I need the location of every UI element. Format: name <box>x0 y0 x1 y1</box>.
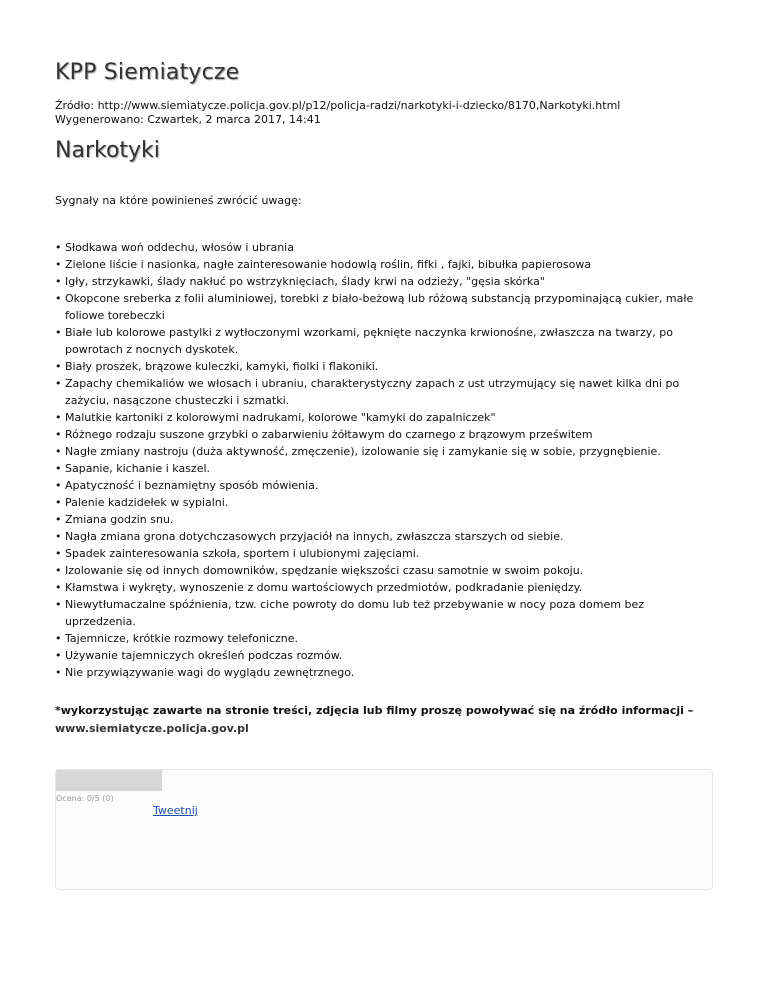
list-item: • Białe lub kolorowe pastylki z wytłoczonymi wzorkami, pęknięte naczynka krwionośne, zwłaszcza na twarzy, po powrotach z nocnych dyskotek. <box>55 324 715 358</box>
list-item: • Kłamstwa i wykręty, wynoszenie z domu wartościowych przedmiotów, podkradanie pieniędzy. <box>55 579 715 596</box>
rating-panel <box>55 769 713 890</box>
list-item: • Zielone liście i nasionka, nagłe zainteresowanie hodowlą roślin, fifki , fajki, bibułka papierosowa <box>55 256 715 273</box>
list-item: • Sapanie, kichanie i kaszel. <box>55 460 715 477</box>
list-item: • Apatyczność i beznamiętny sposób mówienia. <box>55 477 715 494</box>
intro-text: Sygnały na które powinieneś zwrócić uwagę: <box>55 194 302 207</box>
list-item: • Niewytłumaczalne spóźnienia, tzw. ciche powroty do domu lub też przebywanie w nocy poza domem bez uprzedzenia. <box>55 596 715 630</box>
rating-stars-widget[interactable] <box>56 770 162 791</box>
list-item: • Izolowanie się od innych domowników, spędzanie większości czasu samotnie w swoim pokoju. <box>55 562 715 579</box>
source-note-text: *wykorzystując zawarte na stronie treści, zdjęcia lub filmy proszę powoływać się na źródło informacji – <box>55 704 694 717</box>
rating-label: Ocena: 0/5 (0) <box>56 794 114 803</box>
source-line: Źródło: http://www.siemiatycze.policja.gov.pl/p12/policja-radzi/narkotyki-i-dziecko/8170,Narkotyki.html <box>55 99 621 112</box>
list-item: • Malutkie kartoniki z kolorowymi nadrukami, kolorowe "kamyki do zapalniczek" <box>55 409 715 426</box>
list-item: • Nagła zmiana grona dotychczasowych przyjaciół na innych, zwłaszcza starszych od siebie. <box>55 528 715 545</box>
list-item: • Nagłe zmiany nastroju (duża aktywność, zmęczenie), izolowanie się i zamykanie się w sobie, przygnębienie. <box>55 443 715 460</box>
list-item: • Nie przywiązywanie wagi do wyglądu zewnętrznego. <box>55 664 715 681</box>
generated-line: Wygenerowano: Czwartek, 2 marca 2017, 14:41 <box>55 113 321 126</box>
list-item: • Tajemnicze, krótkie rozmowy telefoniczne. <box>55 630 715 647</box>
source-note <box>55 702 735 738</box>
site-title: KPP Siemiatycze <box>55 60 240 85</box>
list-item: • Używanie tajemniczych określeń podczas rozmów. <box>55 647 715 664</box>
list-item: • Zapachy chemikaliów we włosach i ubraniu, charakterystyczny zapach z ust utrzymujący się nawet kilka dni po zażyciu, nasączone chusteczki i szmatki. <box>55 375 715 409</box>
signals-list <box>55 239 715 681</box>
page-title: Narkotyki <box>55 138 160 163</box>
list-item: • Igły, strzykawki, ślady nakłuć po wstrzyknięciach, ślady krwi na odzieży, "gęsia skórka" <box>55 273 715 290</box>
list-item: • Słodkawa woń oddechu, włosów i ubrania <box>55 239 715 256</box>
list-item: • Różnego rodzaju suszone grzybki o zabarwieniu żółtawym do czarnego z brązowym prześwitem <box>55 426 715 443</box>
list-item: • Spadek zainteresowania szkoła, sportem i ulubionymi zajęciami. <box>55 545 715 562</box>
document-meta <box>55 99 620 127</box>
list-item: • Okopcone sreberka z folii aluminiowej, torebki z biało-beżową lub różową substancją przypominającą cukier, małe foliowe torebeczki <box>55 290 715 324</box>
list-item: • Biały proszek, brązowe kuleczki, kamyki, fiolki i flakoniki. <box>55 358 715 375</box>
tweet-link[interactable]: Tweetnij <box>153 804 198 817</box>
list-item: • Zmiana godzin snu. <box>55 511 715 528</box>
source-note-site: www.siemiatycze.policja.gov.pl <box>55 722 249 735</box>
list-item: • Palenie kadzidełek w sypialni. <box>55 494 715 511</box>
